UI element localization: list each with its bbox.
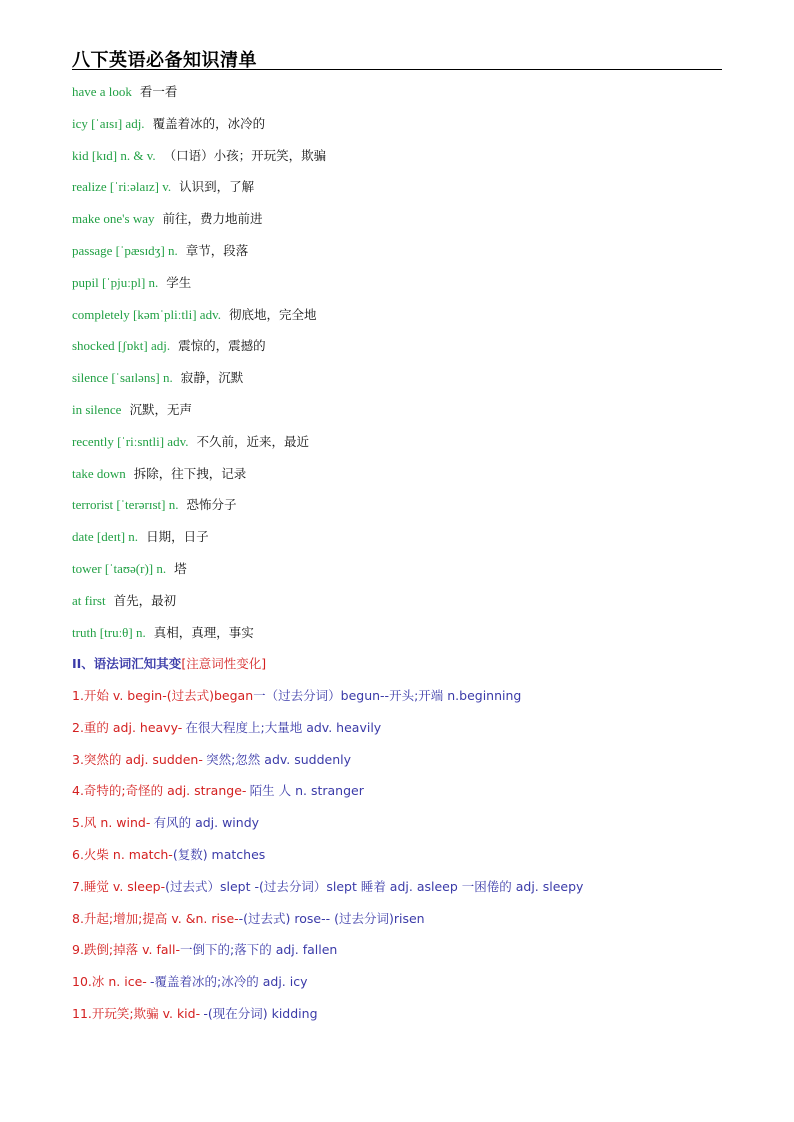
- vocab-item: [72, 526, 732, 558]
- vocab-english: date [deɪt] n.: [72, 529, 139, 545]
- grammar-derived: -(现在分词) kidding: [203, 1005, 318, 1021]
- vocab-english: shocked [ʃɒkt] adj.: [72, 338, 171, 354]
- vocab-english: make one's way: [72, 211, 155, 227]
- vocab-chinese: 彻底地，完全地: [228, 306, 317, 322]
- vocab-chinese: 真相，真理，事实: [153, 624, 254, 640]
- grammar-base: 11.开玩笑;欺骗 v. kid-: [72, 1005, 201, 1021]
- vocab-english: truth [truːθ] n.: [72, 624, 146, 640]
- vocab-english: kid [kɪd] n. & v.: [72, 147, 156, 163]
- vocab-english: silence [ˈsaɪləns] n.: [72, 370, 173, 386]
- vocab-item: [72, 145, 732, 177]
- vocab-item: [72, 81, 732, 113]
- grammar-item: [72, 780, 752, 812]
- grammar-derived: (过去式）slept -(过去分词）slept 睡着 adj. asleep 一困倦的 adj. sleepy: [165, 878, 584, 894]
- vocab-english: realize [ˈriːəlaɪz] v.: [72, 179, 172, 195]
- vocab-english: icy [ˈaɪsɪ] adj.: [72, 115, 145, 131]
- vocab-chinese: （口语）小孩；开玩笑，欺骗: [163, 147, 327, 163]
- vocab-item: [72, 272, 732, 304]
- vocab-item: [72, 463, 732, 495]
- section-note: [注意词性变化]: [181, 656, 267, 671]
- vocab-english: at first: [72, 592, 106, 608]
- vocab-item: [72, 494, 732, 526]
- vocab-item: [72, 240, 732, 272]
- vocab-chinese: 寂静，沉默: [180, 370, 244, 386]
- grammar-item: [72, 876, 752, 908]
- vocab-item: [72, 304, 732, 336]
- section-heading: [72, 653, 266, 675]
- vocab-english: have a look: [72, 84, 132, 99]
- vocab-item: [72, 399, 732, 431]
- vocab-chinese: 塔: [174, 560, 187, 576]
- grammar-item: [72, 971, 752, 1003]
- grammar-base: 10.冰 n. ice-: [72, 974, 147, 990]
- grammar-derived: -覆盖着冰的;冰冷的 adj. icy: [150, 974, 308, 990]
- vocab-english: terrorist [ˈterərɪst] n.: [72, 497, 179, 513]
- title-underline: [72, 69, 722, 70]
- grammar-item: [72, 749, 752, 781]
- grammar-base: 4.奇特的;奇怪的 adj. strange-: [72, 783, 247, 799]
- grammar-derived: 一（过去分词）begun--开头;开端 n.beginning: [253, 688, 522, 703]
- grammar-derived: 陌生 人 n. stranger: [249, 783, 364, 799]
- grammar-item: [72, 717, 752, 749]
- grammar-base: 6.火柴 n. match-: [72, 846, 173, 862]
- vocab-item: [72, 622, 732, 654]
- grammar-item: [72, 812, 752, 844]
- grammar-base: 9.跌倒;掉落 v. fall-: [72, 942, 181, 958]
- grammar-base: 8.升起;增加;提高 v. &n. rise-: [72, 910, 239, 926]
- vocab-item: [72, 208, 732, 240]
- grammar-base: 5.风 n. wind-: [72, 815, 151, 831]
- vocab-chinese: 日期，日子: [146, 529, 209, 545]
- grammar-derived: 一倒下的;落下的 adj. fallen: [180, 942, 338, 958]
- vocab-chinese: 章节，段落: [185, 242, 249, 258]
- vocab-item: [72, 590, 732, 622]
- vocab-chinese: 拆除，往下拽，记录: [133, 465, 247, 481]
- vocab-english: take down: [72, 465, 126, 481]
- grammar-base: 7.睡觉 v. sleep-: [72, 878, 166, 894]
- vocab-chinese: 不久前，近来，最近: [196, 433, 309, 449]
- vocab-english: completely [kəmˈpliːtli] adv.: [72, 306, 221, 322]
- vocab-chinese: 沉默，无声: [129, 401, 192, 417]
- vocab-english: passage [ˈpæsɪdʒ] n.: [72, 242, 178, 258]
- vocab-chinese: 前往，费力地前进: [162, 211, 263, 227]
- grammar-derived: -(过去式) rose-- (过去分词)risen: [238, 910, 425, 926]
- vocab-chinese: 首先，最初: [113, 592, 177, 608]
- grammar-derived: (复数) matches: [172, 846, 266, 862]
- vocab-chinese: 认识到，了解: [179, 179, 255, 195]
- vocab-english: pupil [ˈpjuːpl] n.: [72, 274, 159, 290]
- vocab-item: [72, 113, 732, 145]
- vocab-chinese: 覆盖着冰的，冰冷的: [152, 115, 266, 131]
- vocab-english: recently [ˈriːsntli] adv.: [72, 433, 189, 449]
- grammar-derived: 在很大程度上;大量地 adv. heavily: [185, 719, 382, 735]
- grammar-derived: 有风的 adj. windy: [153, 815, 260, 831]
- grammar-list: [72, 685, 752, 1035]
- grammar-base: 2.重的 adj. heavy-: [72, 719, 183, 735]
- vocab-chinese: 恐怖分子: [186, 497, 237, 513]
- vocab-list: [72, 81, 732, 653]
- grammar-base: 3.突然的 adj. sudden-: [72, 751, 203, 767]
- vocab-chinese: 学生: [166, 274, 192, 290]
- grammar-item: [72, 685, 752, 717]
- section-label: II、语法词汇知其变: [72, 656, 182, 671]
- vocab-item: [72, 431, 732, 463]
- vocab-item: [72, 558, 732, 590]
- grammar-item: [72, 939, 752, 971]
- grammar-item: [72, 908, 752, 940]
- vocab-chinese: 看一看: [139, 84, 178, 99]
- vocab-item: [72, 176, 732, 208]
- grammar-derived: 突然;忽然 adv. suddenly: [206, 751, 352, 767]
- grammar-item: [72, 1003, 752, 1035]
- vocab-item: [72, 367, 732, 399]
- vocab-item: [72, 335, 732, 367]
- vocab-english: in silence: [72, 401, 122, 417]
- grammar-base: 1.开始 v. begin-(过去式)began: [72, 688, 254, 703]
- vocab-chinese: 震惊的，震撼的: [178, 338, 266, 354]
- grammar-item: [72, 844, 752, 876]
- page-title: 八下英语必备知识清单: [72, 50, 257, 71]
- vocab-english: tower [ˈtaʊə(r)] n.: [72, 560, 167, 576]
